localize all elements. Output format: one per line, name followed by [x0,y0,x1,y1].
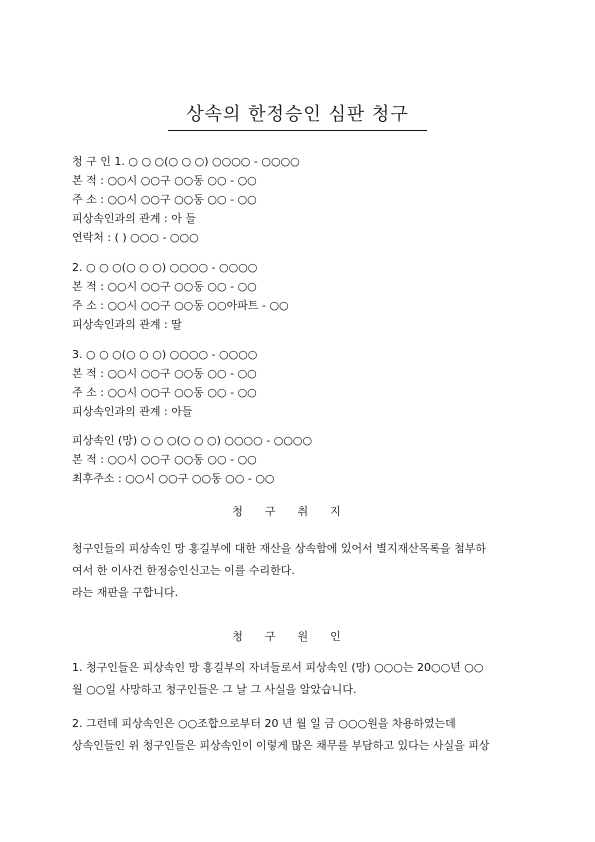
claimant-3-line: 본 적 : ○○시 ○○구 ○○동 ○○ - ○○ [72,367,257,380]
document-title: 상속의 한정승인 심판 청구 [168,100,426,131]
decedent-line: 본 적 : ○○시 ○○구 ○○동 ○○ - ○○ [72,453,257,466]
cause-line: 1. 청구인들은 피상속인 망 홍길부의 자녀들로서 피상속인 (망) ○○○는 20○○년 ○○ [72,661,484,674]
cause-line: 월 ○○일 사망하고 청구인들은 그 날 그 사실을 알았습니다. [72,683,357,696]
claimant-1-line: 주 소 : ○○시 ○○구 ○○동 ○○ - ○○ [72,193,257,206]
claimant-3-line: 주 소 : ○○시 ○○구 ○○동 ○○ - ○○ [72,386,257,399]
decedent-block [72,431,532,488]
title-wrap [0,100,595,131]
claimant-2-line: 2. ○ ○ ○(○ ○ ○) ○○○○ - ○○○○ [72,261,258,274]
cause-heading: 청구원인 [232,630,363,643]
cause-paragraph-1 [72,657,532,701]
decedent-line: 최후주소 : ○○시 ○○구 ○○동 ○○ - ○○ [72,472,275,485]
claimant-3-line: 3. ○ ○ ○(○ ○ ○) ○○○○ - ○○○○ [72,348,258,361]
purpose-line: 여서 한 이사건 한정승인신고는 이를 수리한다. [72,564,295,577]
purpose-paragraph [72,538,532,604]
claimant-3-block [72,345,532,421]
decedent-line: 피상속인 (망) ○ ○ ○(○ ○ ○) ○○○○ - ○○○○ [72,434,313,447]
claimant-2-block [72,258,532,334]
claimant-2-line: 피상속인과의 관계 : 딸 [72,318,182,331]
cause-line: 상속인들인 위 청구인들은 피상속인이 이렇게 많은 채무를 부담하고 있다는 사실을 피상 [72,739,490,752]
purpose-line: 라는 재판을 구합니다. [72,586,179,599]
claimant-2-line: 주 소 : ○○시 ○○구 ○○동 ○○아파트 - ○○ [72,299,289,312]
claimant-1-line: 청 구 인 1. ○ ○ ○(○ ○ ○) ○○○○ - ○○○○ [72,155,300,168]
claimant-3-line: 피상속인과의 관계 : 아들 [72,405,193,418]
claimant-1-block [72,152,532,247]
claimant-1-line: 피상속인과의 관계 : 아 들 [72,212,196,225]
claimant-1-line: 본 적 : ○○시 ○○구 ○○동 ○○ - ○○ [72,174,257,187]
claimant-2-line: 본 적 : ○○시 ○○구 ○○동 ○○ - ○○ [72,280,257,293]
cause-line: 2. 그런데 피상속인은 ○○조합으로부터 20 년 월 일 금 ○○○원을 차용하였는데 [72,717,456,730]
purpose-heading: 청구취지 [232,505,363,518]
cause-paragraph-2 [72,713,532,757]
purpose-line: 청구인들의 피상속인 망 홍길부에 대한 재산을 상속함에 있어서 별지재산목록을 첨부하 [72,542,487,555]
claimant-1-line: 연락처 : ( ) ○○○ - ○○○ [72,231,199,244]
